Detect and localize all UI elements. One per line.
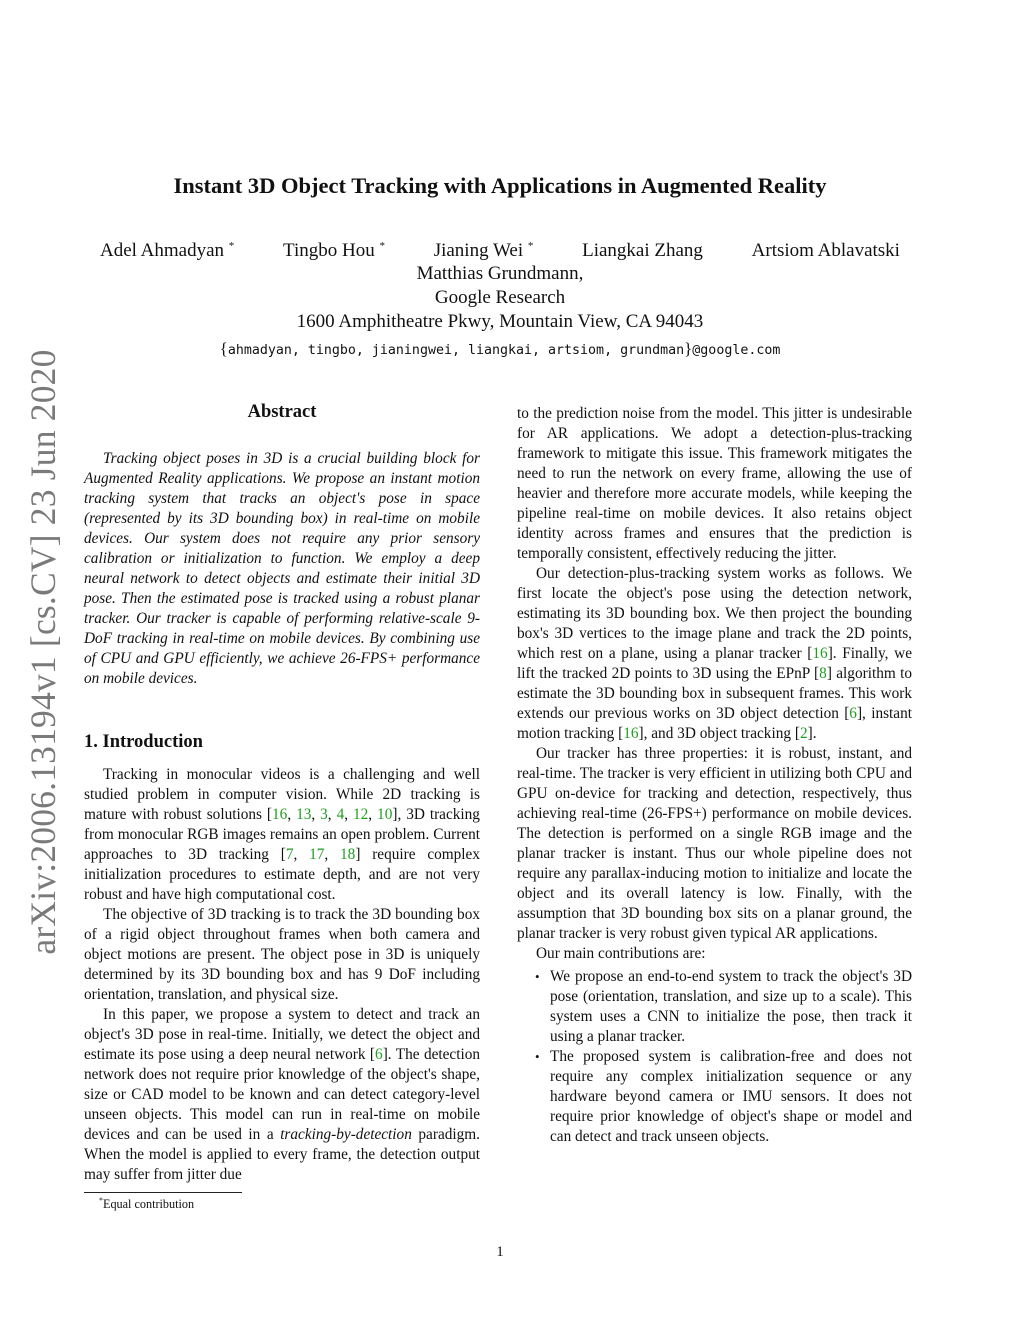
affiliation: Google Research [434, 287, 566, 308]
contributions-intro: Our main contributions are: [536, 945, 706, 962]
author-list [100, 240, 900, 262]
citation-link[interactable]: 12 [352, 806, 369, 823]
bullet-icon: • [535, 969, 540, 984]
author: Jianing Wei * [433, 240, 534, 261]
author: Adel Ahmadyan * [100, 240, 235, 261]
abstract-text: Tracking object poses in 3D is a crucial building block for Augmented Reality applications. We propose an instant motion tracking system that tracks an object's pose in space (represented by its 3D bounding box) in real-time on mobile devices. Our system does not require any prior sensory calibration or initialization to function. We employ a deep neural network to detect objects and estimate their initial 3D pose. Then the estimated pose is tracked using a robust planar tracker. Our tracker is capable of performing relative-scale 9-DoF tracking in real-time on mobile devices. By combining use of CPU and GPU efficiently, we achieve 26-FPS+ performance on mobile devices. [84, 450, 480, 687]
author: Tingbo Hou * [283, 240, 385, 261]
contributions-list [517, 967, 912, 1147]
footnote: *Equal contribution [99, 1196, 195, 1211]
citation-link[interactable]: 16 [272, 806, 288, 823]
intro-paragraph-5: Our tracker has three properties: it is robust, instant, and real-time. The tracker is very efficient in utilizing both CPU and GPU on-device for tracking and detection, respectively, thus achieving real-time (26-FPS+) performance on mobile devices. The detection is performed on a single RGB image and the planar tracker is instant. Thus our whole pipeline does not require any parallax-inducing motion to initialize and locate the object and its overall latency is low. Finally, with the assumption that 3D bounding box sits on a planar ground, the planar tracker is very robust given typical AR applications. [517, 745, 912, 942]
contribution-item: • The proposed system is calibration-free and does not require any complex initialization sequence or any hardware beyond camera or IMU sensors. It does not require prior knowledge of object's shape or model and can detect and track unseen objects. [535, 1048, 912, 1145]
footnote-divider [84, 1192, 242, 1193]
page-number: 1 [496, 1244, 504, 1260]
equal-contribution-mark: * [527, 240, 534, 252]
citation-link[interactable]: 7 [285, 846, 294, 863]
citation-link[interactable]: 18 [340, 846, 356, 863]
citation-link[interactable]: 16 [623, 725, 639, 742]
intro-paragraph-2: The objective of 3D tracking is to track the 3D bounding box of a rigid object throughout frames when both camera and object motions are present. The object pose in 3D is uniquely determined by its 3D bounding box and has 9 DoF including orientation, translation, and physical size. [84, 906, 480, 1003]
arxiv-identifier: arXiv:2006.13194v1 [cs.CV] 23 Jun 2020 [23, 349, 63, 955]
citation-link[interactable]: 6 [849, 705, 857, 722]
citation-link[interactable]: 3 [320, 806, 328, 823]
right-column [517, 404, 912, 1147]
citation-link[interactable]: 16 [812, 645, 828, 662]
citation-link[interactable]: 6 [375, 1046, 383, 1063]
equal-contribution-mark: * [228, 240, 235, 252]
intro-paragraph-3: In this paper, we propose a system to detect and track an object's 3D pose in real-time. Initially, we detect the object and estimate its pose using a deep neural network [6]. The detection network does not require prior knowledge of the object's shape, size or CAD model to be known and can detect category-level unseen objects. This model can run in real-time on mobile devices and can be used in a tracking-by-detection paradigm. When the model is applied to every frame, the detection output may suffer from jitter due [84, 1006, 481, 1183]
author: Liangkai Zhang [582, 240, 703, 261]
abstract-heading: Abstract [247, 402, 317, 422]
address: 1600 Amphitheatre Pkwy, Mountain View, CA 94043 [296, 311, 704, 332]
citation-link[interactable]: 17 [309, 846, 325, 863]
citation-link[interactable]: 10 [377, 806, 393, 823]
left-column [84, 402, 480, 1185]
intro-paragraph-3-continued: to the prediction noise from the model. This jitter is undesirable for AR applications. We adopt a detection-plus-tracking framework to mitigate this issue. This framework mitigates the need to run the network on every frame, allowing the use of heavier and therefore more accurate models, while keeping the pipeline real-time on mobile devices. It also retains object identity across frames and ensures that the prediction is temporally consistent, effectively reducing the jitter. [517, 405, 912, 562]
citation-link[interactable]: 2 [799, 725, 808, 742]
introduction-heading: 1. Introduction [84, 732, 203, 752]
contribution-item: • We propose an end-to-end system to track the object's 3D pose (orientation, translation, and size up to a scale). This system uses a CNN to initialize the pose, then track it using a planar tracker. [535, 968, 912, 1045]
bullet-icon: • [535, 1049, 540, 1064]
author-line-2: Matthias Grundmann, [416, 263, 584, 284]
citation-link[interactable]: 8 [819, 665, 827, 682]
citation-link[interactable]: 4 [336, 806, 345, 823]
citation-link[interactable]: 13 [296, 806, 312, 823]
intro-paragraph-4: Our detection-plus-tracking system works as follows. We first locate the object's pose using the detection network, estimating its 3D bounding box. We then project the bounding box's 3D vertices to the image plane and track the 2D points, which rest on a plane, using a planar tracker [16]. Finally, we lift the tracked 2D points to 3D using the EPnP [8] algorithm to estimate the 3D bounding box in subsequent frames. This work extends our previous works on 3D object detection [6], instant motion tracking [16], and 3D object tracking [2]. [517, 565, 912, 742]
emphasis: tracking-by-detection [280, 1126, 412, 1143]
paper-title: Instant 3D Object Tracking with Applications in Augmented Reality [173, 173, 827, 198]
intro-paragraph-1: Tracking in monocular videos is a challenging and well studied problem in computer vision. While 2D tracking is mature with robust solutions [16, 13, 3, 4, 12, 10], 3D tracking from monocular RGB images remains an open problem. Current approaches to 3D tracking [7, 17, 18] require complex initialization procedures to estimate depth, and are not very robust and have high computational cost. [84, 766, 480, 903]
equal-contribution-mark: * [379, 240, 385, 252]
author: Artsiom Ablavatski [751, 240, 900, 261]
author-emails: {ahmadyan, tingbo, jianingwei, liangkai, artsiom, grundman}@google.com [219, 339, 781, 358]
